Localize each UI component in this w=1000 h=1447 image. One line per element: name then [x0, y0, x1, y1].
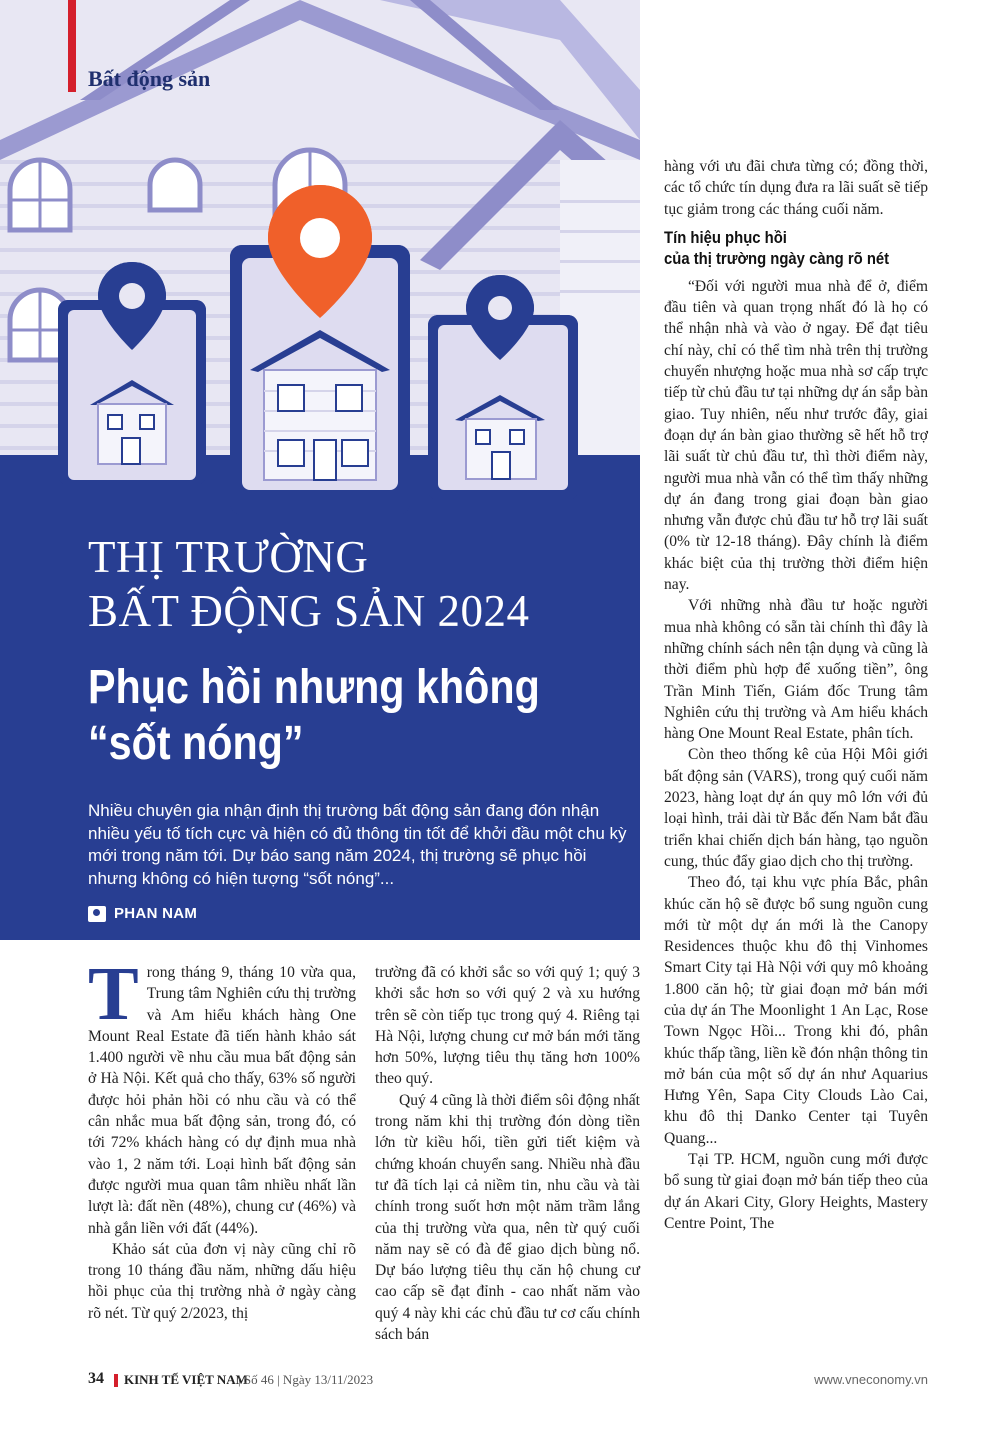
lead-paragraph: Nhiều chuyên gia nhận định thị trường bất động sản đang đón nhận nhiều yếu tố tích cực và hiện có đủ thông tin tốt để khởi đầu một chu kỳ mới trong năm tới. Dự báo sang năm 2024, thị trường sẽ phục hồi nhưng không có hiện tượng “sốt nóng”...: [88, 801, 627, 888]
headline-lower: [88, 660, 552, 772]
paragraph: Theo đó, tại khu vực phía Bắc, phân khúc căn hộ sẽ được bổ sung nguồn cung mới từ một dự án mới là the Canopy Residences thuộc khu đô thị Vinhomes Smart City tại Hà Nội với quy mô khoảng 1.800 căn hộ; từ giai đoạn mở bán mới của dự án The Moonlight 1 An Lạc, Rose Town Ngọc Hồi... Trong khi đó, phân khúc thấp tầng, liền kề đón nhận thông tin mở bán của một số dự án như Aquarius Hưng Yên, Sapa City Clouds Lào Cai, khu đô thị Danko Center tại Tuyên Quang...: [664, 874, 928, 1147]
author-name: PHAN NAM: [114, 905, 198, 922]
paragraph-text: rong tháng 9, tháng 10 vừa qua, Trung tâm Nghiên cứu thị trường và Am hiểu khách hàng One Mount Real Estate đã tiến hành khảo sát 1.400 người về nhu cầu mua bất động sản ở Hà Nội. Kết quả cho thấy, 63% số người được hỏi phản hồi có nhu cầu và có thể cân nhắc mua bất động sản, trong đó, có tới 72% khách hàng có dự định mua nhà vào 1, 2 năm tới. Loại hình bất động sản được người mua quan tâm nhiều nhất lần lượt là: đất nền (48%), chung cư (46%) và nhà gắn liền với đất (44%).: [88, 964, 356, 1237]
paragraph: trường đã có khởi sắc so với quý 1; quý 3 khởi sắc hơn so với quý 2 và xu hướng trên sẽ còn tiếp tục trong quý 4. Riêng tại Hà Nội, lượng chung cư mở bán mới tăng hơn 50%, lượng tiêu thụ tăng hơn 100% theo quý.: [375, 964, 640, 1088]
paragraph: Khảo sát của đơn vị này cũng chỉ rõ trong 10 tháng đầu năm, những dấu hiệu hồi phục của thị trường nhà ở ngày càng rõ nét. Từ quý 2/2023, thị: [88, 1240, 356, 1322]
footer-accent-bar: [114, 1374, 118, 1387]
paragraph: [88, 952, 356, 1239]
paragraph: hàng với ưu đãi chưa từng có; đồng thời, các tổ chức tín dụng đưa ra lãi suất sẽ tiếp tục giảm trong các tháng cuối năm.: [664, 158, 928, 218]
website-url: www.vneconomy.vn: [814, 1372, 928, 1387]
page-footer: [88, 1372, 928, 1392]
paragraph: Tại TP. HCM, nguồn cung mới được bổ sung từ giai đoạn mở bán tiếp theo của dự án Akari City, Glory Heights, Mastery Centre Point, The: [664, 1151, 928, 1232]
headline-line-2: BẤT ĐỘNG SẢN 2024: [88, 586, 530, 636]
section-label: Bất động sản: [88, 66, 211, 91]
subheading: [664, 228, 902, 270]
body-column-1: [88, 952, 356, 1324]
headline-line-4: “sốt nóng”: [88, 717, 304, 770]
subheading-line-1: Tín hiệu phục hồi: [664, 228, 787, 247]
headline-line-3: Phục hồi nhưng không: [88, 661, 540, 714]
body-column-3: [664, 156, 928, 1234]
publication-name: KINH TẾ VIỆT NAM: [124, 1372, 248, 1387]
pen-icon: [88, 906, 106, 922]
paragraph: Với những nhà đầu tư hoặc người mua nhà không có sẵn tài chính thì đây là những chính sách nên tận dụng và cũng là thời điểm phù hợp để xuống tiền”, ông Trần Minh Tiến, Giám đốc Trung tâm Nghiên cứu thị trường và Am hiểu khách hàng One Mount Real Estate, phân tích.: [664, 597, 928, 743]
paragraph: Còn theo thống kê của Hội Môi giới bất động sản (VARS), trong quý cuối năm 2023, hàng loạt dự án quy mô lớn với đủ loại hình, trải dài từ Bắc đến Nam bắt đầu triển khai chiến dịch bán hàng, tạo nguồn cung, thúc đẩy giao dịch cho thị trường.: [664, 746, 928, 870]
body-column-2: [375, 962, 640, 1345]
paragraph: “Đối với người mua nhà để ở, điểm đầu tiên và quan trọng nhất đó là họ có thể nhận nhà và vào ở ngay. Để đạt tiêu chí này, chỉ có thể tìm nhà trên thị trường chuyển nhượng hoặc mua nhà sơ cấp trực tiếp từ chủ đầu tư tại những dự án sắp bàn giao. Tuy nhiên, nếu như trước đây, giai đoạn dự án bàn giao thường sẽ hết hỗ trợ lãi suất từ chủ đầu tư, thì thời điểm này, người mua nhà vẫn có thể tìm thấy những dự án đang trong giai đoạn bàn giao nhưng vẫn được chủ đầu tư hỗ trợ lãi suất (0% từ 12-18 tháng). Đây chính là điểm khác biệt của thị trường thời điểm hiện nay.: [664, 277, 928, 594]
drop-cap: T: [88, 952, 139, 1036]
headline-line-1: THỊ TRƯỜNG: [88, 532, 369, 582]
author-byline: [88, 905, 197, 922]
subheading-line-2: của thị trường ngày càng rõ nét: [664, 249, 890, 268]
section-accent-bar: [68, 0, 76, 92]
issue-info: | Số 46 | Ngày 13/11/2023: [238, 1372, 374, 1387]
headline-upper: [88, 530, 628, 638]
page-number: 34: [88, 1370, 104, 1387]
paragraph: Quý 4 cũng là thời điểm sôi động nhất trong năm khi thị trường đón dòng tiền lớn từ kiều hối, tiền gửi tiết kiệm và chứng khoán chuyển sang. Nhiều nhà đầu tư đã tích lại cả niềm tin, nhu cầu và tài chính trong suốt hơn một năm trầm lắng của thị trường vừa qua, nên từ quý cuối năm nay sẽ có đà để giao dịch bùng nổ. Dự báo lượng tiêu thụ căn hộ chung cư cao cấp sẽ đạt đỉnh - cao nhất năm vào quý 4 này khi các chủ đầu tư cơ cấu chính sách bán: [375, 1091, 640, 1344]
